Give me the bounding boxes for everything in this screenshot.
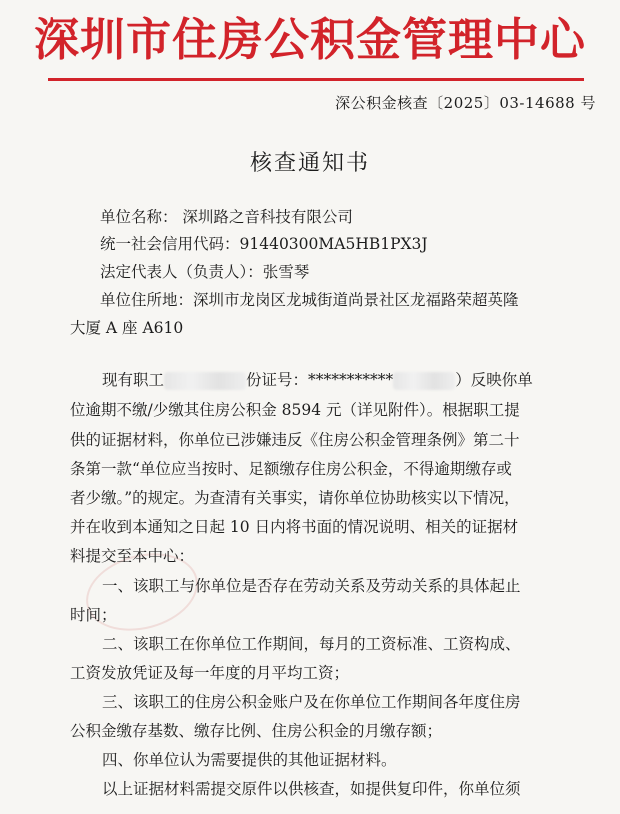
body-line-1c: ）反映你单	[455, 371, 533, 389]
body-line-6: 并在收到本通知之日起 10 日内将书面的情况说明、相关的证据材	[70, 518, 519, 536]
item-2-line-1: 二、该职工在你单位工作期间，每月的工资标准、工资构成、	[102, 635, 521, 653]
org-title: 深圳市住房公积金管理中心	[33, 13, 586, 66]
credit-code: 统一社会信用代码：91440300MA5HB1PX3J	[100, 235, 428, 253]
address-line-2: 大厦 A 座 A610	[70, 319, 184, 337]
body-line-2: 位逾期不缴/少缴其住房公积金 8594 元（详见附件）。根据职工提	[70, 401, 520, 419]
address-line-1: 单位住所地：深圳市龙岗区龙城街道尚景社区龙福路荣超英隆	[100, 291, 519, 309]
body-line-1b: 份证号：***********	[246, 371, 394, 389]
body-line-3: 供的证据材料，你单位已涉嫌违反《住房公积金管理条例》第二十	[70, 431, 520, 449]
closing-line: 以上证据材料需提交原件以供核查，如提供复印件，你单位须	[102, 780, 521, 798]
header-divider	[48, 78, 584, 81]
item-1-line-1: 一、该职工与你单位是否存在劳动关系及劳动关系的具体起止	[102, 577, 521, 595]
body-line-4: 条第一款“单位应当按时、足额缴存住房公积金，不得逾期缴存或	[70, 460, 512, 478]
redacted-id	[393, 372, 455, 390]
body-line-7: 料提交至本中心：	[70, 547, 195, 565]
doc-number: 深公积金核查〔2025〕03-14688 号	[335, 94, 596, 112]
company-name: 单位名称： 深圳路之音科技有限公司	[100, 208, 353, 226]
body-line-5: 者少缴。”的规定。为查清有关事实，请你单位协助核实以下情况，	[70, 489, 520, 507]
body-line-1	[102, 368, 533, 390]
legal-rep: 法定代表人（负责人）：张雪琴	[100, 263, 310, 281]
item-3-line-2: 公积金缴存基数、缴存比例、住房公积金的月缴存额；	[70, 722, 443, 740]
body-line-1a: 现有职工	[102, 371, 165, 389]
item-4: 四、你单位认为需要提供的其他证据材料。	[102, 751, 397, 769]
item-3-line-1: 三、该职工的住房公积金账户及在你单位工作期间各年度住房	[102, 693, 521, 711]
doc-title: 核查通知书	[249, 151, 370, 176]
redacted-name	[164, 372, 246, 390]
item-1-line-2: 时间；	[70, 606, 117, 624]
item-2-line-2: 工资发放凭证及每一年度的月平均工资；	[70, 664, 350, 682]
